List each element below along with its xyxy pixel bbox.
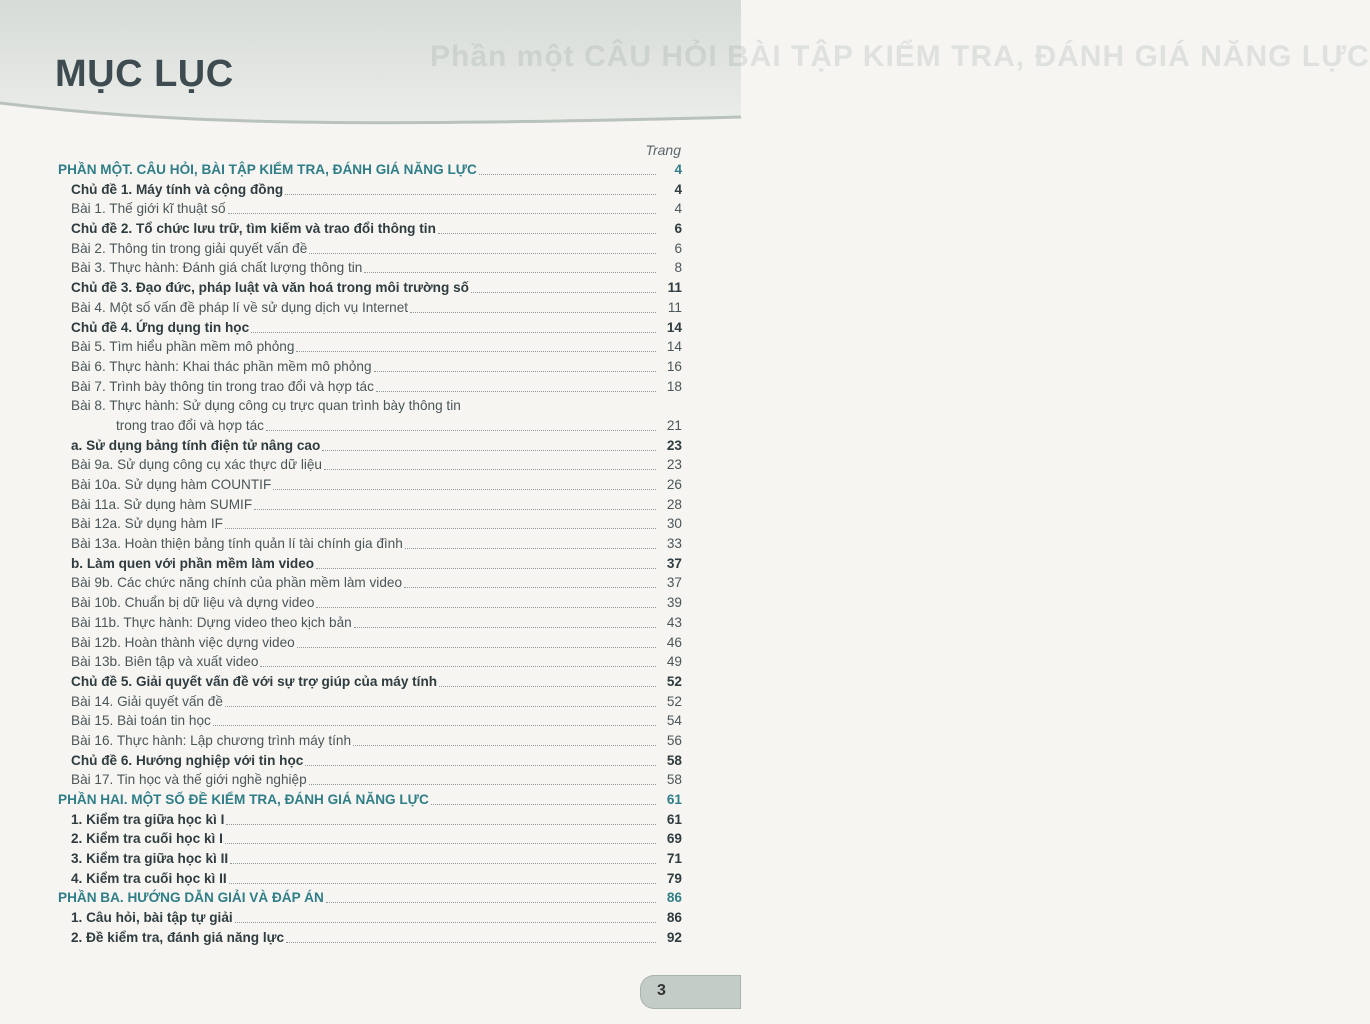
toc-entry-title: Bài 11a. Sử dụng hàm SUMIF bbox=[71, 496, 253, 512]
toc-page-number: 54 bbox=[666, 713, 682, 729]
dot-leader bbox=[230, 863, 656, 864]
toc-lesson bbox=[58, 475, 682, 495]
dot-leader bbox=[438, 233, 656, 234]
toc-page-number: 11 bbox=[667, 299, 682, 315]
toc-entry-title: Bài 6. Thực hành: Khai thác phần mềm mô phỏng bbox=[71, 358, 372, 374]
dot-leader bbox=[324, 469, 656, 470]
dot-leader bbox=[229, 883, 656, 884]
toc-entry-title: Chủ đề 5. Giải quyết vấn đề với sự trợ giúp của máy tính bbox=[71, 673, 438, 689]
toc-page-number: 37 bbox=[666, 575, 682, 591]
toc-lesson bbox=[58, 258, 682, 278]
toc-topic bbox=[58, 672, 682, 692]
toc-lesson bbox=[58, 495, 682, 515]
dot-leader bbox=[326, 902, 656, 903]
toc-topic bbox=[58, 436, 682, 456]
toc-page-number: 58 bbox=[666, 772, 682, 788]
toc-entry-title: 4. Kiểm tra cuối học kì II bbox=[71, 870, 227, 886]
toc-entry-title: Chủ đề 2. Tổ chức lưu trữ, tìm kiếm và trao đổi thông tin bbox=[71, 221, 436, 237]
toc-page-number: 23 bbox=[666, 457, 682, 473]
toc-entry-title: Chủ đề 6. Hướng nghiệp với tin học bbox=[71, 752, 304, 768]
dot-leader bbox=[404, 587, 656, 588]
page-title: MỤC LỤC bbox=[55, 53, 234, 95]
toc-part bbox=[58, 888, 682, 908]
toc-entry-title: Bài 15. Bài toán tin học bbox=[71, 713, 211, 729]
toc-page-number: 8 bbox=[674, 260, 682, 276]
header-faded-text: Phần một CÂU HỎI BÀI TẬP KIỂM TRA, ĐÁNH GIÁ NĂNG LỰC bbox=[430, 40, 1370, 73]
dot-leader bbox=[316, 607, 656, 608]
toc-page-number: 71 bbox=[666, 851, 682, 867]
dot-leader bbox=[251, 332, 656, 333]
toc-page-number: 28 bbox=[666, 496, 682, 512]
toc-page-number: 30 bbox=[666, 516, 682, 532]
toc-page-number: 33 bbox=[666, 536, 682, 552]
page-number-tab bbox=[640, 975, 741, 1009]
toc-entry-title: Bài 9a. Sử dụng công cụ xác thực dữ liệu bbox=[71, 457, 322, 473]
toc-entry-title: Bài 11b. Thực hành: Dựng video theo kịch bản bbox=[71, 614, 352, 630]
toc-entry-title: Bài 17. Tin học và thế giới nghề nghiệp bbox=[71, 772, 307, 788]
toc-topic bbox=[58, 180, 682, 200]
page-number: 3 bbox=[657, 982, 666, 999]
dot-leader bbox=[309, 253, 656, 254]
toc-page-number: 21 bbox=[666, 418, 682, 434]
toc-lesson bbox=[58, 613, 682, 633]
toc-lesson bbox=[58, 396, 682, 435]
toc-entry-title: Bài 13a. Hoàn thiện bảng tính quản lí tài chính gia đình bbox=[71, 536, 403, 552]
toc-page-number: 86 bbox=[666, 890, 682, 906]
toc-topic bbox=[58, 751, 682, 771]
toc-entry-title: Bài 8. Thực hành: Sử dụng công cụ trực quan trình bày thông tin bbox=[71, 398, 461, 414]
toc-entry-title: b. Làm quen với phần mềm làm video bbox=[71, 555, 315, 571]
header-curve bbox=[0, 95, 741, 155]
dot-leader bbox=[254, 509, 656, 510]
toc-entry-title: 3. Kiểm tra giữa học kì II bbox=[71, 851, 229, 867]
toc-entry-title: Bài 16. Thực hành: Lập chương trình máy tính bbox=[71, 732, 352, 748]
dot-leader bbox=[309, 784, 656, 785]
dot-leader bbox=[285, 194, 656, 195]
toc-entry-title: Bài 3. Thực hành: Đánh giá chất lượng thông tin bbox=[71, 260, 363, 276]
toc-entry-title: Chủ đề 4. Ứng dụng tin học bbox=[71, 319, 250, 335]
toc-entry-title-continued: trong trao đổi và hợp tác bbox=[116, 417, 264, 433]
table-of-contents bbox=[58, 160, 682, 948]
dot-leader bbox=[431, 804, 656, 805]
toc-lesson bbox=[58, 593, 682, 613]
toc-entry-title: Chủ đề 1. Máy tính và cộng đồng bbox=[71, 181, 284, 197]
toc-lesson bbox=[58, 337, 682, 357]
toc-entry-title: Bài 13b. Biên tập và xuất video bbox=[71, 654, 259, 670]
toc-page-number: 52 bbox=[666, 693, 682, 709]
toc-entry-title: 1. Câu hỏi, bài tập tự giải bbox=[71, 910, 233, 926]
toc-topic bbox=[58, 829, 682, 849]
toc-entry-title: Bài 7. Trình bày thông tin trong trao đổi và hợp tác bbox=[71, 378, 374, 394]
toc-lesson bbox=[58, 239, 682, 259]
toc-page-number: 4 bbox=[674, 162, 682, 177]
toc-page-number: 18 bbox=[666, 378, 682, 394]
toc-lesson bbox=[58, 692, 682, 712]
toc-page-number: 37 bbox=[666, 555, 682, 571]
toc-page-number: 6 bbox=[674, 221, 682, 237]
toc-entry-title: PHẦN HAI. MỘT SỐ ĐỀ KIỂM TRA, ĐÁNH GIÁ NĂNG LỰC bbox=[58, 792, 429, 808]
toc-lesson bbox=[58, 633, 682, 653]
toc-lesson bbox=[58, 455, 682, 475]
toc-lesson bbox=[58, 711, 682, 731]
toc-entry-title: PHẦN BA. HƯỚNG DẪN GIẢI VÀ ĐÁP ÁN bbox=[58, 890, 324, 906]
toc-entry-title: PHẦN MỘT. CÂU HỎI, BÀI TẬP KIỂM TRA, ĐÁNH GIÁ NĂNG LỰC bbox=[58, 162, 477, 177]
dot-leader bbox=[354, 627, 656, 628]
toc-page-number: 23 bbox=[666, 437, 682, 453]
toc-page-number: 86 bbox=[666, 910, 682, 926]
toc-page-number: 56 bbox=[666, 732, 682, 748]
toc-page-number: 69 bbox=[666, 831, 682, 847]
dot-leader bbox=[228, 213, 656, 214]
dot-leader bbox=[297, 647, 656, 648]
toc-entry-title: Bài 14. Giải quyết vấn đề bbox=[71, 693, 223, 709]
toc-page-number: 4 bbox=[674, 201, 682, 217]
toc-lesson bbox=[58, 357, 682, 377]
toc-entry-title: Bài 12a. Sử dụng hàm IF bbox=[71, 516, 223, 532]
toc-lesson bbox=[58, 377, 682, 397]
toc-page-number: 79 bbox=[666, 870, 682, 886]
toc-page-number: 26 bbox=[666, 477, 682, 493]
toc-entry-title: Bài 12b. Hoàn thành việc dựng video bbox=[71, 634, 295, 650]
toc-topic bbox=[58, 219, 682, 239]
toc-entry-title: 2. Đề kiểm tra, đánh giá năng lực bbox=[71, 929, 285, 945]
toc-lesson bbox=[58, 514, 682, 534]
dot-leader bbox=[479, 174, 656, 175]
toc-entry-title: Chủ đề 3. Đạo đức, pháp luật và văn hoá trong môi trường số bbox=[71, 280, 469, 296]
dot-leader bbox=[266, 430, 656, 431]
toc-entry-title: 2. Kiểm tra cuối học kì I bbox=[71, 831, 223, 847]
toc-topic bbox=[58, 318, 682, 338]
page-column-label: Trang bbox=[645, 142, 681, 158]
toc-page-number: 6 bbox=[674, 240, 682, 256]
toc-topic bbox=[58, 908, 682, 928]
toc-lesson bbox=[58, 199, 682, 219]
toc-part bbox=[58, 160, 682, 180]
toc-lesson bbox=[58, 298, 682, 318]
toc-entry-title: Bài 4. Một số vấn đề pháp lí về sử dụng dịch vụ Internet bbox=[71, 299, 409, 315]
dot-leader bbox=[405, 548, 656, 549]
toc-page-number: 14 bbox=[666, 339, 682, 355]
toc-entry-title: Bài 2. Thông tin trong giải quyết vấn đề bbox=[71, 240, 308, 256]
toc-lesson bbox=[58, 731, 682, 751]
toc-page-number: 4 bbox=[674, 181, 682, 197]
dot-leader bbox=[471, 292, 656, 293]
dot-leader bbox=[226, 824, 656, 825]
dot-leader bbox=[353, 745, 656, 746]
toc-lesson bbox=[58, 652, 682, 672]
toc-lesson bbox=[58, 534, 682, 554]
toc-lesson bbox=[58, 573, 682, 593]
toc-entry-title: a. Sử dụng bảng tính điện tử nâng cao bbox=[71, 437, 321, 453]
dot-leader bbox=[296, 351, 656, 352]
toc-entry-title: Bài 9b. Các chức năng chính của phần mềm làm video bbox=[71, 575, 403, 591]
toc-page-number: 14 bbox=[666, 319, 682, 335]
dot-leader bbox=[374, 371, 656, 372]
dot-leader bbox=[376, 391, 656, 392]
toc-lesson bbox=[58, 770, 682, 790]
toc-topic bbox=[58, 810, 682, 830]
toc-entry-title: Bài 10a. Sử dụng hàm COUNTIF bbox=[71, 477, 272, 493]
toc-topic bbox=[58, 928, 682, 948]
dot-leader bbox=[305, 765, 656, 766]
toc-entry-title: Bài 10b. Chuẩn bị dữ liệu và dựng video bbox=[71, 595, 315, 611]
toc-page-number: 11 bbox=[667, 280, 682, 296]
dot-leader bbox=[286, 942, 656, 943]
toc-page-number: 61 bbox=[666, 792, 682, 808]
toc-entry-title: Bài 5. Tìm hiểu phần mềm mô phỏng bbox=[71, 339, 295, 355]
toc-page-number: 43 bbox=[666, 614, 682, 630]
toc-page-number: 52 bbox=[666, 673, 682, 689]
toc-page-number: 49 bbox=[666, 654, 682, 670]
dot-leader bbox=[225, 706, 656, 707]
toc-entry-title: Bài 1. Thế giới kĩ thuật số bbox=[71, 201, 226, 217]
dot-leader bbox=[225, 528, 656, 529]
dot-leader bbox=[213, 725, 656, 726]
toc-entry-title: 1. Kiểm tra giữa học kì I bbox=[71, 811, 225, 827]
toc-page-number: 92 bbox=[666, 929, 682, 945]
toc-page-number: 58 bbox=[666, 752, 682, 768]
dot-leader bbox=[322, 450, 656, 451]
toc-part bbox=[58, 790, 682, 810]
dot-leader bbox=[316, 568, 656, 569]
dot-leader bbox=[273, 489, 656, 490]
toc-topic bbox=[58, 554, 682, 574]
dot-leader bbox=[410, 312, 656, 313]
dot-leader bbox=[364, 272, 656, 273]
toc-page-number: 39 bbox=[666, 595, 682, 611]
toc-page-number: 46 bbox=[666, 634, 682, 650]
dot-leader bbox=[225, 843, 656, 844]
dot-leader bbox=[235, 922, 656, 923]
toc-page-number: 16 bbox=[666, 358, 682, 374]
dot-leader bbox=[260, 666, 656, 667]
toc-topic bbox=[58, 278, 682, 298]
toc-page-number: 61 bbox=[666, 811, 682, 827]
toc-topic bbox=[58, 849, 682, 869]
dot-leader bbox=[439, 686, 656, 687]
toc-topic bbox=[58, 869, 682, 889]
